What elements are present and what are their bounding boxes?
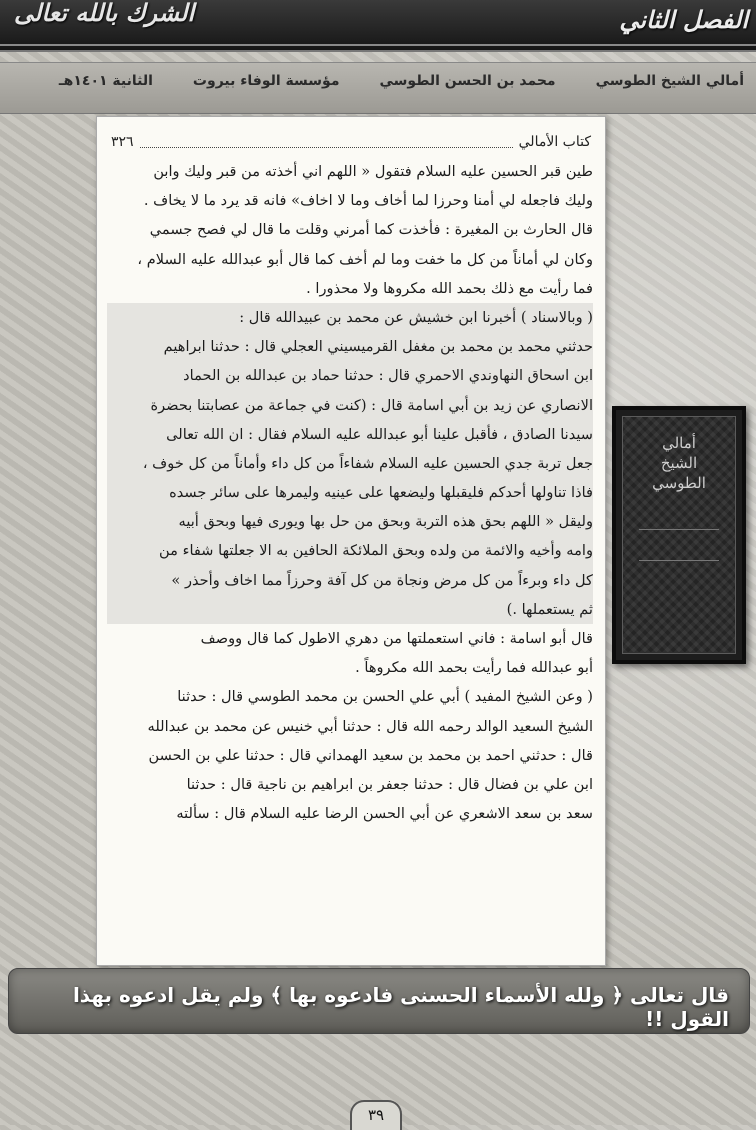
text-line: قال الحارث بن المغيرة : فأخذت كما أمرني وقلت ما قال لي فصح جسمي	[149, 221, 593, 239]
reference-items	[59, 73, 744, 89]
highlighted-text-line: جعل تربة جدي الحسين عليه السلام شفاءاً من كل داء وأماناً من كل خوف ،	[107, 449, 593, 478]
reference-author: محمد بن الحسن الطوسي	[379, 73, 556, 89]
dotted-leader	[140, 137, 513, 148]
text-line: فما رأيت مع ذلك بحمد الله مكروها ولا محذورا .	[306, 279, 593, 297]
book-cover-frame	[639, 529, 719, 561]
text-line: قال : حدثني احمد بن محمد بن سعيد الهمداني قال : حدثنا علي بن الحسن	[148, 746, 593, 764]
quote-text: قال تعالى ﴿ ولله الأسماء الحسنى فادعوه بها ﴾ ولم يقل ادعوه بهذا القول !!	[72, 983, 729, 1031]
book-cover-title	[633, 433, 725, 493]
highlighted-text-line: وامه وأخيه والائمة من ولده وبحق الملائكة الحافين به الا جعلتها شفاء من	[107, 536, 593, 565]
text-line: ( وعن الشيخ المفيد ) أبي علي الحسن بن محمد الطوسي قال : حدثنا	[177, 688, 593, 706]
text-line: الشيخ السعيد الوالد رحمه الله قال : حدثنا أبي خنيس عن محمد بن عبدالله	[147, 717, 593, 735]
book-cover-title-line: الشيخ الطوسي	[652, 454, 706, 492]
header-divider	[0, 44, 756, 46]
page-number: ٣٢٦	[111, 134, 134, 150]
text-line: سعد بن سعد الاشعري عن أبي الحسن الرضا عليه السلام قال : سألته	[176, 805, 593, 823]
text-line: أبو عبدالله فما رأيت بحمد الله مكروهاً .	[355, 659, 593, 677]
text-line: قال أبو اسامة : فاني استعملتها من دهري الاطول كما قال ووصف	[200, 630, 593, 647]
chapter-title: الفصل الثاني	[619, 5, 748, 34]
page-header	[111, 131, 591, 153]
footer-page-number: ٣٩	[350, 1100, 402, 1130]
text-line: وكان لي أماناً من كل ما خفت وما لم أخف كما قال أبو عبدالله عليه السلام ،	[137, 250, 593, 268]
reference-publisher: مؤسسة الوفاء بيروت	[192, 73, 340, 89]
book-cover-pattern	[622, 416, 736, 654]
top-header-bar	[0, 0, 756, 52]
highlighted-text-line: الانصاري عن زيد بن أبي اسامة قال : (كنت في جماعة من عصابتنا بحضرة	[107, 391, 593, 420]
reference-edition: الثانية ١٤٠١هـ	[58, 73, 153, 89]
text-line: وليك فاجعله لي أمنا وحرزا لما أخاف وما لا اخاف» فانه قد يرد ما لا يخاف .	[143, 192, 593, 210]
source-reference-bar	[0, 62, 756, 114]
topic-title: الشرك بالله تعالى	[14, 0, 195, 27]
highlighted-text-line: حدثني محمد بن محمد بن مغفل القرميسيني العجلي قال : حدثنا ابراهيم	[107, 332, 593, 361]
highlighted-text-line: ( وبالاسناد ) أخبرنا ابن خشيش عن محمد بن عبيدالله قال :	[107, 303, 593, 332]
highlighted-text-line: فاذا تناولها أحدكم فليقبلها وليضعها على عينيه وليمرها على سائر جسده	[107, 478, 593, 507]
quote-banner	[8, 968, 750, 1034]
running-title: كتاب الأمالي	[518, 134, 591, 150]
text-line: طين قبر الحسين عليه السلام فتقول « اللهم اني أخذته من قبر وليك وابن	[153, 163, 593, 180]
reference-book: أمالي الشيخ الطوسي	[595, 73, 744, 89]
page-text	[107, 157, 593, 828]
highlighted-text-line: ابن اسحاق النهاوندي الاحمري قال : حدثنا حماد بن عبدالله بن الحماد	[107, 361, 593, 390]
book-cover-title-line: أمالي	[662, 434, 696, 452]
highlighted-text-line: ثم يستعملها .)	[107, 595, 593, 624]
highlighted-text-line: سيدنا الصادق ، فأقبل علينا أبو عبدالله عليه السلام فقال : ان الله تعالى	[107, 420, 593, 449]
highlighted-text-line: كل داء وبرءاً من كل مرض ونجاة من كل آفة وحرزاً مما اخاف وأحذر »	[107, 566, 593, 595]
highlighted-text-line: وليقل « اللهم بحق هذه التربة وبحق من حل بها ويورى فيها وبحق أبيه	[107, 507, 593, 536]
text-line: ابن علي بن فضال قال : حدثنا جعفر بن ابراهيم بن ناجية قال : حدثنا	[186, 775, 593, 793]
scanned-book-page	[96, 116, 606, 966]
book-cover-image	[612, 406, 746, 664]
